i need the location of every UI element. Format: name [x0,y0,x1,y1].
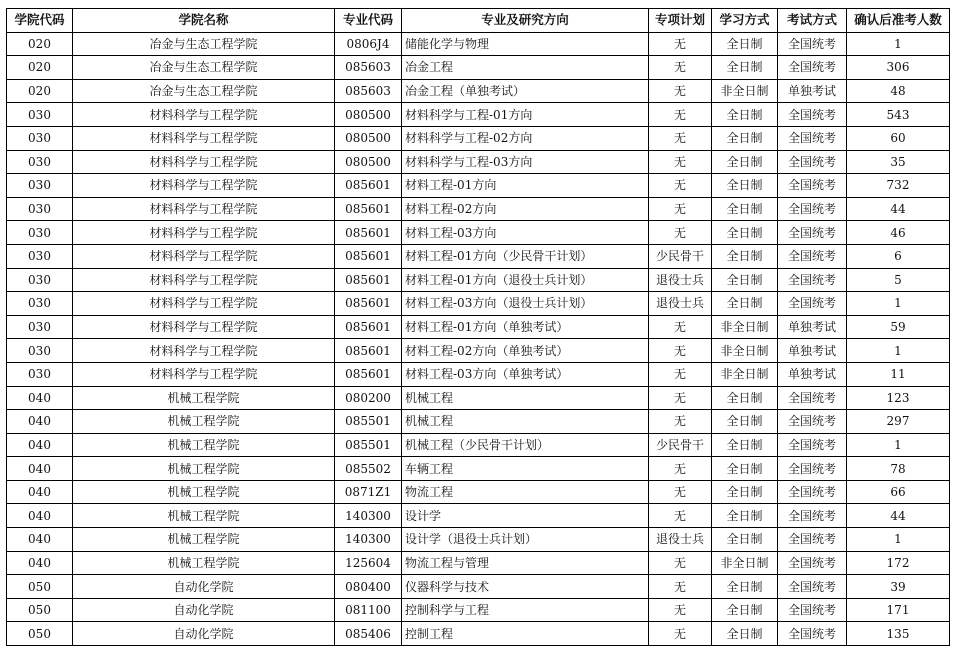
cell-major-code: 085601 [335,174,402,198]
cell-exam-mode: 全国统考 [778,56,847,80]
cell-college-name: 机械工程学院 [73,410,335,434]
cell-special-plan: 退役士兵 [649,268,712,292]
cell-candidate-count: 39 [847,575,950,599]
cell-special-plan: 无 [649,386,712,410]
cell-college-code: 020 [7,32,73,56]
cell-study-mode: 非全日制 [712,551,778,575]
table-row [7,197,950,221]
cell-exam-mode: 全国统考 [778,103,847,127]
cell-candidate-count: 1 [847,292,950,316]
cell-study-mode: 全日制 [712,480,778,504]
cell-candidate-count: 60 [847,126,950,150]
cell-exam-mode: 单独考试 [778,339,847,363]
cell-study-mode: 非全日制 [712,79,778,103]
cell-college-name: 机械工程学院 [73,551,335,575]
cell-college-code: 030 [7,221,73,245]
cell-special-plan: 无 [649,174,712,198]
cell-exam-mode: 全国统考 [778,457,847,481]
cell-major-code: 080500 [335,103,402,127]
table-row [7,56,950,80]
cell-candidate-count: 6 [847,244,950,268]
cell-college-code: 030 [7,150,73,174]
cell-major-code: 125604 [335,551,402,575]
cell-major-direction: 材料工程-03方向 [402,221,649,245]
cell-major-code: 085501 [335,433,402,457]
cell-college-code: 030 [7,315,73,339]
cell-study-mode: 全日制 [712,197,778,221]
cell-exam-mode: 全国统考 [778,480,847,504]
cell-major-code: 085502 [335,457,402,481]
cell-study-mode: 全日制 [712,433,778,457]
table-row [7,622,950,646]
cell-college-name: 冶金与生态工程学院 [73,32,335,56]
header-major-direction: 专业及研究方向 [402,9,649,33]
cell-college-name: 机械工程学院 [73,528,335,552]
cell-college-name: 材料科学与工程学院 [73,362,335,386]
cell-college-name: 材料科学与工程学院 [73,315,335,339]
cell-college-code: 050 [7,598,73,622]
cell-exam-mode: 全国统考 [778,150,847,174]
cell-major-direction: 冶金工程（单独考试） [402,79,649,103]
cell-candidate-count: 306 [847,56,950,80]
cell-major-code: 085601 [335,244,402,268]
cell-exam-mode: 全国统考 [778,386,847,410]
cell-college-code: 040 [7,386,73,410]
cell-special-plan: 少民骨干 [649,433,712,457]
cell-college-code: 030 [7,126,73,150]
cell-college-code: 030 [7,244,73,268]
cell-candidate-count: 543 [847,103,950,127]
cell-major-code: 080400 [335,575,402,599]
cell-study-mode: 全日制 [712,292,778,316]
cell-exam-mode: 单独考试 [778,79,847,103]
cell-major-direction: 材料科学与工程-02方向 [402,126,649,150]
cell-study-mode: 全日制 [712,457,778,481]
cell-study-mode: 全日制 [712,598,778,622]
cell-college-code: 020 [7,79,73,103]
cell-exam-mode: 全国统考 [778,292,847,316]
cell-study-mode: 全日制 [712,126,778,150]
cell-college-name: 机械工程学院 [73,457,335,481]
cell-major-direction: 设计学（退役士兵计划） [402,528,649,552]
cell-college-name: 自动化学院 [73,598,335,622]
cell-exam-mode: 全国统考 [778,244,847,268]
cell-special-plan: 无 [649,410,712,434]
cell-special-plan: 无 [649,56,712,80]
cell-candidate-count: 44 [847,197,950,221]
cell-candidate-count: 1 [847,339,950,363]
cell-major-direction: 材料科学与工程-01方向 [402,103,649,127]
table-row [7,528,950,552]
cell-college-name: 冶金与生态工程学院 [73,79,335,103]
cell-major-code: 085601 [335,221,402,245]
cell-special-plan: 无 [649,598,712,622]
cell-college-name: 材料科学与工程学院 [73,244,335,268]
cell-special-plan: 无 [649,126,712,150]
cell-candidate-count: 66 [847,480,950,504]
cell-college-code: 030 [7,362,73,386]
cell-major-direction: 材料工程-01方向 [402,174,649,198]
cell-major-code: 085601 [335,268,402,292]
cell-college-code: 040 [7,457,73,481]
cell-college-name: 材料科学与工程学院 [73,197,335,221]
cell-exam-mode: 全国统考 [778,32,847,56]
cell-study-mode: 全日制 [712,174,778,198]
cell-special-plan: 无 [649,457,712,481]
cell-candidate-count: 172 [847,551,950,575]
cell-college-name: 材料科学与工程学院 [73,339,335,363]
cell-college-name: 自动化学院 [73,622,335,646]
cell-major-code: 085601 [335,339,402,363]
cell-candidate-count: 78 [847,457,950,481]
table-row [7,150,950,174]
cell-exam-mode: 全国统考 [778,268,847,292]
cell-major-direction: 物流工程 [402,480,649,504]
cell-candidate-count: 297 [847,410,950,434]
cell-study-mode: 全日制 [712,410,778,434]
cell-special-plan: 少民骨干 [649,244,712,268]
cell-special-plan: 无 [649,221,712,245]
cell-college-code: 030 [7,339,73,363]
cell-special-plan: 无 [649,480,712,504]
header-row [7,9,950,33]
cell-candidate-count: 46 [847,221,950,245]
cell-college-name: 材料科学与工程学院 [73,150,335,174]
header-college-name: 学院名称 [73,9,335,33]
cell-major-code: 140300 [335,528,402,552]
table-row [7,575,950,599]
cell-exam-mode: 全国统考 [778,575,847,599]
cell-exam-mode: 全国统考 [778,410,847,434]
cell-college-name: 材料科学与工程学院 [73,221,335,245]
cell-major-code: 080500 [335,150,402,174]
table-row [7,244,950,268]
cell-study-mode: 全日制 [712,221,778,245]
header-exam-mode: 考试方式 [778,9,847,33]
cell-candidate-count: 1 [847,32,950,56]
cell-major-direction: 储能化学与物理 [402,32,649,56]
cell-candidate-count: 1 [847,528,950,552]
cell-major-direction: 设计学 [402,504,649,528]
cell-college-name: 自动化学院 [73,575,335,599]
cell-major-direction: 材料工程-01方向（单独考试） [402,315,649,339]
cell-major-code: 0871Z1 [335,480,402,504]
table-row [7,103,950,127]
cell-study-mode: 全日制 [712,504,778,528]
cell-study-mode: 全日制 [712,32,778,56]
cell-exam-mode: 全国统考 [778,504,847,528]
table-row [7,268,950,292]
cell-exam-mode: 单独考试 [778,362,847,386]
cell-exam-mode: 全国统考 [778,622,847,646]
cell-major-code: 081100 [335,598,402,622]
cell-college-code: 040 [7,528,73,552]
cell-major-direction: 控制工程 [402,622,649,646]
cell-college-code: 040 [7,410,73,434]
cell-special-plan: 无 [649,32,712,56]
cell-college-name: 机械工程学院 [73,433,335,457]
table-row [7,433,950,457]
cell-study-mode: 全日制 [712,244,778,268]
cell-major-direction: 材料工程-01方向（退役士兵计划） [402,268,649,292]
table-row [7,126,950,150]
header-major-code: 专业代码 [335,9,402,33]
cell-college-name: 材料科学与工程学院 [73,103,335,127]
cell-college-name: 材料科学与工程学院 [73,126,335,150]
table-row [7,32,950,56]
cell-candidate-count: 5 [847,268,950,292]
cell-major-direction: 材料工程-03方向（单独考试） [402,362,649,386]
cell-study-mode: 全日制 [712,528,778,552]
cell-major-code: 085603 [335,56,402,80]
table-row [7,598,950,622]
cell-major-direction: 冶金工程 [402,56,649,80]
cell-special-plan: 无 [649,339,712,363]
cell-study-mode: 全日制 [712,150,778,174]
cell-study-mode: 非全日制 [712,315,778,339]
cell-special-plan: 无 [649,79,712,103]
cell-candidate-count: 35 [847,150,950,174]
cell-major-direction: 材料科学与工程-03方向 [402,150,649,174]
cell-major-code: 085501 [335,410,402,434]
table-row [7,174,950,198]
cell-college-code: 030 [7,103,73,127]
cell-major-direction: 车辆工程 [402,457,649,481]
cell-special-plan: 无 [649,622,712,646]
cell-major-code: 085601 [335,315,402,339]
cell-study-mode: 非全日制 [712,339,778,363]
cell-candidate-count: 59 [847,315,950,339]
cell-special-plan: 无 [649,575,712,599]
cell-college-code: 020 [7,56,73,80]
table-row [7,457,950,481]
cell-college-name: 机械工程学院 [73,504,335,528]
cell-study-mode: 非全日制 [712,362,778,386]
table-row [7,339,950,363]
cell-college-name: 材料科学与工程学院 [73,268,335,292]
cell-exam-mode: 全国统考 [778,551,847,575]
cell-exam-mode: 全国统考 [778,528,847,552]
cell-special-plan: 退役士兵 [649,292,712,316]
cell-candidate-count: 44 [847,504,950,528]
cell-major-code: 085406 [335,622,402,646]
cell-study-mode: 全日制 [712,386,778,410]
header-study-mode: 学习方式 [712,9,778,33]
cell-major-code: 080500 [335,126,402,150]
cell-major-direction: 物流工程与管理 [402,551,649,575]
cell-major-direction: 控制科学与工程 [402,598,649,622]
cell-exam-mode: 全国统考 [778,197,847,221]
cell-candidate-count: 732 [847,174,950,198]
cell-college-name: 冶金与生态工程学院 [73,56,335,80]
cell-special-plan: 无 [649,551,712,575]
cell-study-mode: 全日制 [712,103,778,127]
cell-college-name: 机械工程学院 [73,386,335,410]
cell-college-code: 030 [7,197,73,221]
cell-major-code: 085601 [335,362,402,386]
cell-college-code: 040 [7,504,73,528]
cell-candidate-count: 171 [847,598,950,622]
cell-major-direction: 仪器科学与技术 [402,575,649,599]
cell-exam-mode: 全国统考 [778,126,847,150]
cell-special-plan: 无 [649,197,712,221]
table-row [7,386,950,410]
cell-college-code: 050 [7,622,73,646]
cell-study-mode: 全日制 [712,622,778,646]
cell-major-code: 085603 [335,79,402,103]
cell-college-code: 030 [7,292,73,316]
cell-candidate-count: 135 [847,622,950,646]
cell-special-plan: 无 [649,362,712,386]
cell-special-plan: 无 [649,103,712,127]
header-college-code: 学院代码 [7,9,73,33]
admission-table [6,8,950,646]
table-row [7,362,950,386]
cell-candidate-count: 1 [847,433,950,457]
cell-college-name: 机械工程学院 [73,480,335,504]
cell-study-mode: 全日制 [712,575,778,599]
cell-study-mode: 全日制 [712,56,778,80]
cell-candidate-count: 123 [847,386,950,410]
table-row [7,551,950,575]
cell-candidate-count: 48 [847,79,950,103]
cell-exam-mode: 全国统考 [778,433,847,457]
cell-exam-mode: 单独考试 [778,315,847,339]
cell-major-code: 085601 [335,197,402,221]
cell-major-direction: 材料工程-03方向（退役士兵计划） [402,292,649,316]
cell-exam-mode: 全国统考 [778,598,847,622]
cell-college-code: 050 [7,575,73,599]
cell-exam-mode: 全国统考 [778,174,847,198]
header-candidate-count: 确认后准考人数 [847,9,950,33]
cell-candidate-count: 11 [847,362,950,386]
table-row [7,410,950,434]
cell-major-direction: 机械工程 [402,410,649,434]
cell-college-code: 040 [7,480,73,504]
cell-exam-mode: 全国统考 [778,221,847,245]
cell-major-code: 085601 [335,292,402,316]
table-row [7,79,950,103]
cell-major-direction: 机械工程 [402,386,649,410]
cell-major-code: 080200 [335,386,402,410]
cell-college-code: 040 [7,551,73,575]
cell-major-direction: 材料工程-02方向（单独考试） [402,339,649,363]
cell-special-plan: 无 [649,315,712,339]
cell-college-name: 材料科学与工程学院 [73,292,335,316]
cell-college-code: 040 [7,433,73,457]
cell-major-direction: 材料工程-02方向 [402,197,649,221]
cell-study-mode: 全日制 [712,268,778,292]
cell-college-name: 材料科学与工程学院 [73,174,335,198]
table-row [7,315,950,339]
table-row [7,504,950,528]
cell-major-direction: 材料工程-01方向（少民骨干计划） [402,244,649,268]
header-special-plan: 专项计划 [649,9,712,33]
table-row [7,221,950,245]
table-row [7,292,950,316]
cell-special-plan: 退役士兵 [649,528,712,552]
cell-special-plan: 无 [649,504,712,528]
cell-college-code: 030 [7,174,73,198]
cell-major-direction: 机械工程（少民骨干计划） [402,433,649,457]
cell-college-code: 030 [7,268,73,292]
cell-special-plan: 无 [649,150,712,174]
cell-major-code: 140300 [335,504,402,528]
table-row [7,480,950,504]
cell-major-code: 0806J4 [335,32,402,56]
